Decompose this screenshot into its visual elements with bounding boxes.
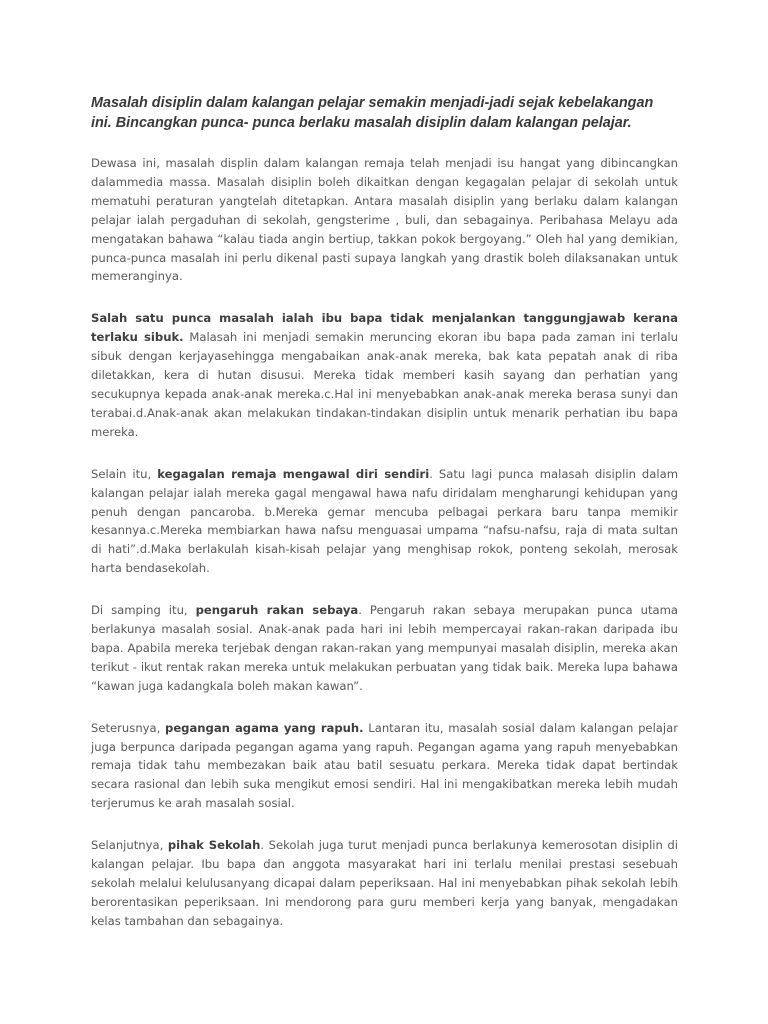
paragraph-key-point: pegangan agama yang rapuh. <box>165 720 364 735</box>
paragraph-point-1 <box>91 309 678 441</box>
paragraph-point-4 <box>91 719 678 814</box>
paragraph-key-point: pengaruh rakan sebaya <box>195 603 359 618</box>
paragraph-text: . Sekolah juga turut menjadi punca berlakunya kemerosotan disiplin di kalangan pelajar. Ibu bapa dan anggota masyarakat hari ini terlalu menilai prestasi sesebuah sekolah melalui kelulusanyang dicapai dalam peperiksaan. Hal ini menyebabkan pihak sekolah lebih berorentasikan peperiksaan. Ini mendorong para guru memberi kerja yang banyak, mengadakan kelas tambahan dan sebagainya. <box>91 838 678 928</box>
paragraph-text: Dewasa ini, masalah displin dalam kalangan remaja telah menjadi isu hangat yang dibincangkan dalammedia massa. Masalah disiplin boleh dikaitkan dengan kegagalan pelajar di sekolah untuk mematuhi peraturan yangtelah ditetapkan. Antara masalah disiplin yang berlaku dalam kalangan pelajar ialah pergaduhan di sekolah, gengsterime , buli, dan sebagainya. Peribahasa Melayu ada mengatakan bahawa “kalau tiada angin bertiup, takkan pokok bergoyang.” Oleh hal yang demikian, punca-punca masalah ini perlu dikenal pasti supaya langkah yang drastik boleh dilaksanakan untuk memeranginya. <box>91 156 678 284</box>
paragraph-lead: Selanjutnya, <box>91 838 168 853</box>
document-page <box>91 93 678 954</box>
essay-title: Masalah disiplin dalam kalangan pelajar semakin menjadi-jadi sejak kebelakangan ini. Bincangkan punca- punca berlaku masalah disiplin dalam kalangan pelajar. <box>91 95 654 131</box>
paragraph-lead: Seterusnya, <box>91 720 166 735</box>
paragraph-lead: Selain itu, <box>91 466 158 481</box>
paragraph-text: . Pengaruh rakan sebaya merupakan punca utama berlakunya masalah sosial. Anak-anak pada hari ini lebih mempercayai rakan-rakan daripada ibu bapa. Apabila mereka terjebak dengan rakan-rakan yang mempunyai masalah disiplin, mereka akan terikut - ikut rentak rakan mereka untuk melakukan perbuatan yang tidak baik. Mereka lupa bahawa “kawan juga kadangkala boleh makan kawan”. <box>91 603 679 693</box>
paragraph-text: Malasah ini menjadi semakin meruncing ekoran ibu bapa pada zaman ini terlalu sibuk dengan kerjayasehingga mengabaikan anak-anak mereka, bak kata pepatah anak di riba diletakkan, kera di hutan disusui. Mereka tidak memberi kasih sayang dan perhatian yang secukupnya kepada anak-anak mereka.c.Hal ini menyebabkan anak-anak mereka berasa sunyi dan terabai.d.Anak-anak akan melakukan tindakan-tindakan disiplin untuk menarik perhatian ibu bapa mereka. <box>91 330 678 439</box>
paragraph-lead: Di samping itu, <box>91 603 196 618</box>
paragraph-text: . Satu lagi punca malasah disiplin dalam kalangan pelajar ialah mereka gagal mengawal hawa nafu diridalam mengharungi kehidupan yang penuh dengan pancaroba. b.Mereka gemar mencuba pelbagai perkara baru tanpa memikir kesannya.c.Mereka membiarkan hawa nafsu menguasai umpama “nafsu-nafsu, raja di mata sultan di hati”.d.Maka berlakulah kisah-kisah pelajar yang menghisap rokok, ponteng sekolah, merosak harta bendasekolah. <box>91 466 679 576</box>
paragraph-intro <box>91 154 678 286</box>
paragraph-point-5 <box>91 836 678 931</box>
paragraph-point-3 <box>91 601 678 696</box>
paragraph-text: Lantaran itu, masalah sosial dalam kalangan pelajar juga berpunca daripada pegangan agama yang rapuh. Pegangan agama yang rapuh menyebabkan remaja tidak tahu membezakan baik atau batil sesuatu perkara. Mereka tidak dapat bertindak secara rasional dan lebih suka mengikut emosi sendiri. Hal ini mengakibatkan mereka lebih mudah terjerumus ke arah masalah sosial. <box>91 720 678 811</box>
paragraph-key-point: Salah satu punca masalah ialah ibu bapa tidak menjalankan tanggungjawab kerana terlaku sibuk. <box>91 311 678 345</box>
paragraph-key-point: kegagalan remaja mengawal diri sendiri <box>157 466 430 481</box>
paragraph-point-2 <box>91 465 678 578</box>
paragraph-key-point: pihak Sekolah <box>167 838 261 853</box>
